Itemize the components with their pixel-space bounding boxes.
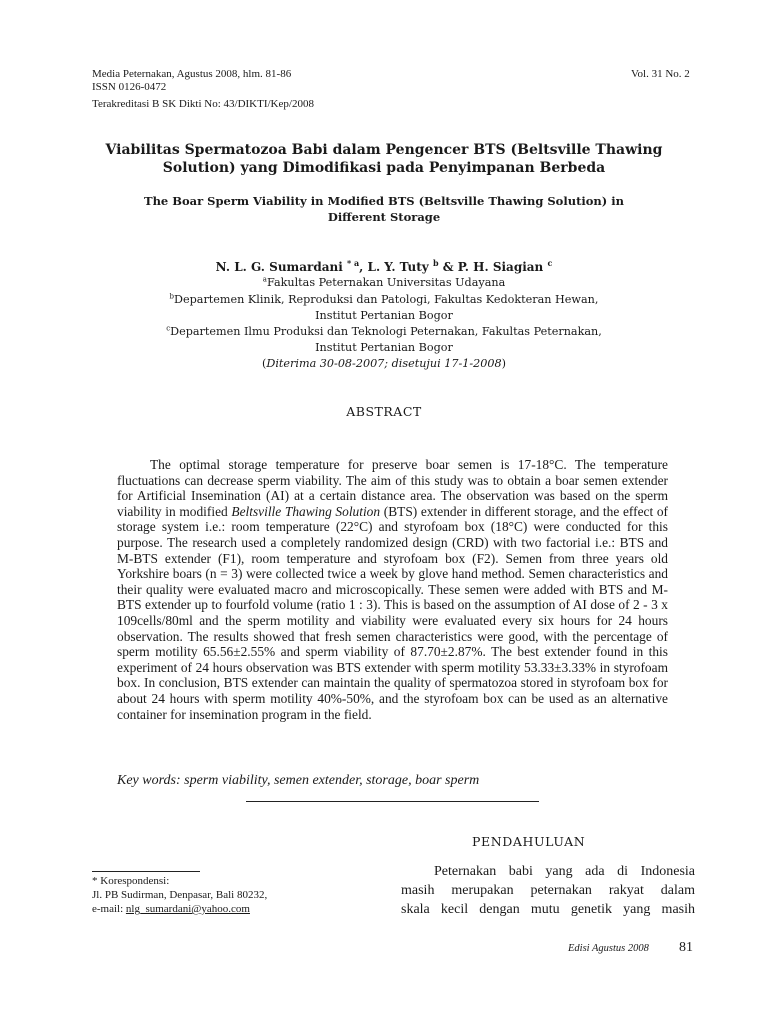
- title-line-1: Viabilitas Spermatozoa Babi dalam Pengencer BTS (Beltsville Thawing: [105, 142, 663, 158]
- author-separator: &: [438, 260, 458, 274]
- intro-line-2: masih merupakan peternakan rakyat dalam: [401, 883, 695, 898]
- abstract-text-2: (BTS) extender in different storage, and the effect of storage system i.e.: room temperature (22°C) and styrofoam box (18°C) were conducted for this purpose. The research used a completely randomized design (CRD) with two factorial i.e.: BTS and M-BTS extender (F1), room temperature and styrofoam box (F2). Semen from three years old Yorkshire boars (n = 3) were collected twice a week by glove hand method. Semen characteristics and their quality were evaluated macro and microscopically. These semen were added with BTS and M-BTS extender up to fourfold volume (ratio 1 : 3). This is based on the assumption of AI dose of 2 - 3 x 109cells/80ml and the sperm motility and viability were evaluated every six hours for 24 hours observation. The results showed that fresh semen characteristics were good, with the percentage of sperm motility 65.56±2.55% and sperm viability of 87.70±2.87%. The best extender found in this experiment of 24 hours observation was BTS extender with sperm motility 53.33±3.33% in styrofoam box. In conclusion, BTS extender can maintain the quality of spermatozoa stored in styrofoam box for about 24 hours with sperm motility 40%-50%, and the styrofoam box can be used as an alternative container for insemination program in the field.: [117, 503, 669, 722]
- edition-label: Edisi Agustus 2008: [568, 943, 649, 954]
- author-separator: ,: [359, 260, 368, 274]
- author-3: P. H. Siagian: [457, 260, 544, 274]
- affiliation-a-mark: a: [262, 275, 267, 284]
- introduction-text: [401, 862, 695, 919]
- affiliation-b-institute: Institut Pertanian Bogor: [315, 309, 453, 322]
- intro-line-3: skala kecil dengan mutu genetik yang masih: [401, 902, 695, 917]
- section-divider: [246, 801, 539, 802]
- author-3-mark: c: [547, 258, 553, 268]
- email-label: e-mail:: [92, 903, 126, 915]
- affiliations: [100, 275, 668, 372]
- author-1-mark: * a: [347, 258, 360, 268]
- abstract-text-1: The optimal storage temperature for preserve boar semen is 17-18°C. The temperature fluctuations can decrease sperm viability. The aim of this study was to obtain a boar semen extender for Artificial Insemination (AI) at a certain distance area. The observation was based on the sperm viability in modified: [117, 457, 668, 519]
- affiliation-c: [100, 324, 668, 340]
- journal-line: Media Peternakan, Agustus 2008, hlm. 81-86: [92, 68, 292, 80]
- affiliation-a-text: Fakultas Peternakan Universitas Udayana: [266, 276, 506, 289]
- author-2: L. Y. Tuty: [367, 260, 429, 274]
- footnote-rule: [92, 871, 200, 872]
- accreditation: Terakreditasi B SK Dikti No: 43/DIKTI/Kep/2008: [92, 98, 314, 110]
- subtitle-line-1: The Boar Sperm Viability in Modified BTS (Beltsville Thawing Solution) in: [144, 194, 624, 208]
- subtitle-line-2: Different Storage: [327, 210, 441, 224]
- paper-title: [100, 141, 668, 177]
- footnote: [92, 874, 267, 916]
- footnote-email-line: [92, 902, 267, 916]
- footnote-correspondence: * Korespondensi:: [92, 875, 170, 887]
- affiliation-b: [100, 292, 668, 308]
- affiliation-c-mark: c: [166, 324, 171, 333]
- received-dates: (Diterima 30-08-2007; disetujui 17-1-2008): [262, 357, 506, 370]
- affiliation-b-text: Departemen Klinik, Reproduksi dan Patologi, Fakultas Kedokteran Hewan,: [174, 293, 599, 306]
- abstract-body: [117, 457, 668, 722]
- issn: ISSN 0126-0472: [92, 81, 167, 93]
- abstract-paragraph: [117, 457, 668, 722]
- footnote-address: Jl. PB Sudirman, Denpasar, Bali 80232,: [92, 889, 268, 901]
- affiliation-c-text: Departemen Ilmu Produksi dan Teknologi Peternakan, Fakultas Peternakan,: [170, 325, 602, 338]
- volume-number: Vol. 31 No. 2: [631, 68, 690, 80]
- intro-line-1: Peternakan babi yang ada di Indonesia: [434, 864, 695, 879]
- title-line-2: Solution) yang Dimodifikasi pada Penyimpanan Berbeda: [162, 160, 606, 176]
- author-1: N. L. G. Sumardani: [215, 260, 343, 274]
- paper-subtitle: [120, 193, 648, 225]
- affiliation-a: [100, 275, 668, 291]
- author-list: [100, 260, 668, 274]
- introduction-heading: PENDAHULUAN: [472, 834, 586, 849]
- affiliation-b-mark: b: [169, 292, 175, 301]
- journal-info: [92, 68, 314, 111]
- author-2-mark: b: [432, 258, 439, 268]
- keywords: Key words: sperm viability, semen extender, storage, boar sperm: [117, 773, 480, 788]
- page-number: 81: [679, 940, 693, 955]
- abstract-heading: ABSTRACT: [346, 404, 422, 419]
- received-text: Diterima 30-08-2007; disetujui 17-1-2008: [266, 357, 502, 370]
- affiliation-c-institute: Institut Pertanian Bogor: [315, 341, 453, 354]
- email-link[interactable]: nlg_sumardani@yahoo.com: [125, 903, 250, 915]
- abstract-italic-term: Beltsville Thawing Solution: [231, 503, 381, 519]
